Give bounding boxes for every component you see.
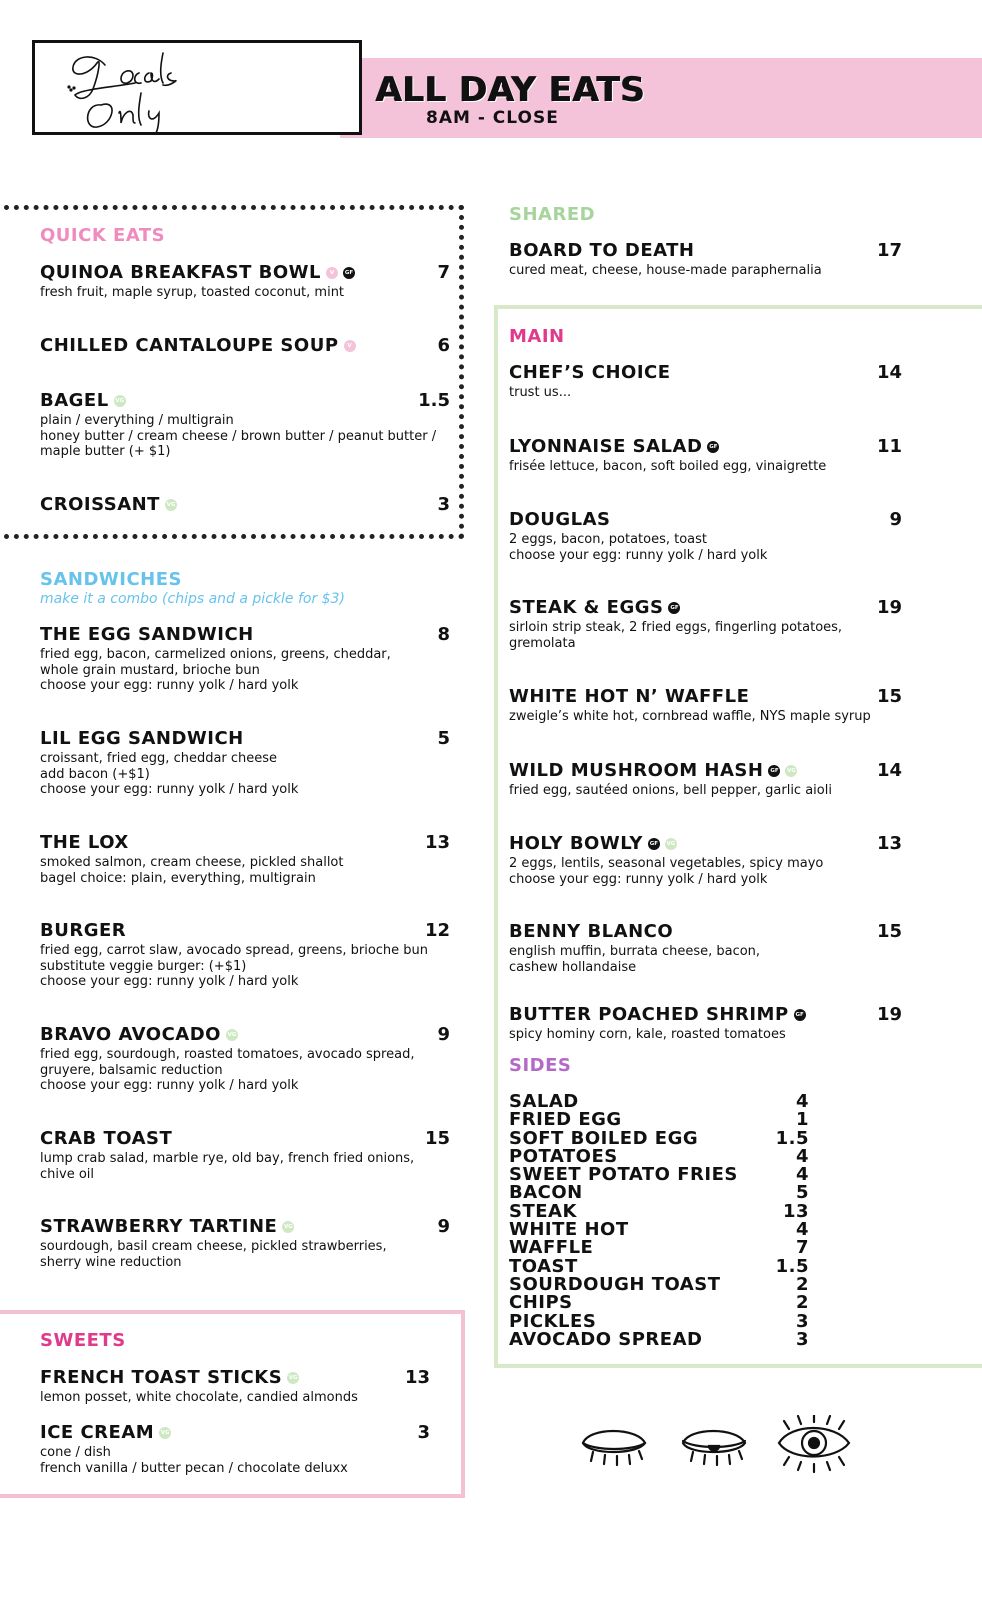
menu-item-description — [40, 1390, 430, 1406]
menu-item-name — [40, 1216, 450, 1238]
menu-item-name-text: FRENCH TOAST STICKS — [40, 1367, 283, 1388]
menu-hours: 8AM - CLOSE — [426, 108, 559, 128]
side-item-name: POTATOES — [509, 1145, 618, 1167]
description-line: honey butter / cream cheese / brown butter / peanut butter / — [40, 428, 437, 444]
menu-item-description — [40, 1445, 430, 1476]
menu-item-price: 11 — [876, 436, 902, 457]
menu-item-price: 17 — [876, 240, 902, 261]
v-badge-icon: V — [326, 267, 338, 279]
side-item-name: BACON — [509, 1182, 583, 1204]
menu-item-price: 1.5 — [418, 390, 450, 411]
menu-item-name — [40, 728, 450, 750]
gf-badge-icon: GF — [768, 765, 780, 777]
menu-item — [509, 597, 902, 651]
menu-item-name-text: THE EGG SANDWICH — [40, 624, 254, 645]
side-item-name: FRIED EGG — [509, 1109, 622, 1131]
description-line: spicy hominy corn, kale, roasted tomatoes — [509, 1027, 786, 1042]
description-line: frisée lettuce, bacon, soft boiled egg, vinaigrette — [509, 459, 827, 474]
vg-badge-icon: VG — [226, 1029, 238, 1041]
closed-eye-icon — [583, 1431, 645, 1465]
description-line: whole grain mustard, brioche bun — [40, 662, 260, 678]
menu-item — [40, 1128, 450, 1182]
side-item-price: 4 — [795, 1219, 809, 1241]
side-item-price: 4 — [795, 1164, 809, 1186]
section-title-sandwiches: SANDWICHES — [40, 569, 182, 590]
menu-item — [509, 760, 902, 799]
menu-item-name-text: LIL EGG SANDWICH — [40, 728, 244, 749]
side-item-price: 3 — [795, 1328, 809, 1350]
description-line: croissant, fried egg, cheddar cheese — [40, 751, 278, 766]
header-banner — [340, 58, 982, 138]
side-item — [509, 1111, 809, 1129]
description-line: lemon posset, white chocolate, candied almonds — [40, 1390, 358, 1405]
vg-badge-icon: VG — [165, 499, 177, 511]
description-line: fried egg, sourdough, roasted tomatoes, avocado spread, — [40, 1047, 415, 1062]
menu-item-name-text: BRAVO AVOCADO — [40, 1024, 221, 1045]
menu-item — [40, 1216, 450, 1270]
menu-item-name-text: WHITE HOT N’ WAFFLE — [509, 686, 750, 707]
description-line: cured meat, cheese, house-made paraphernalia — [509, 263, 822, 278]
description-line: sirloin strip steak, 2 fried eggs, fingerling potatoes, — [509, 620, 843, 635]
menu-item-price: 15 — [424, 1128, 450, 1149]
side-item-price: 3 — [795, 1310, 809, 1332]
menu-title: ALL DAY EATS — [376, 70, 646, 110]
menu-item-name — [40, 262, 450, 284]
gf-badge-icon: GF — [707, 441, 719, 453]
menu-item-name — [509, 921, 902, 943]
menu-item — [509, 509, 902, 563]
description-line: choose your egg: runny yolk / hard yolk — [509, 547, 768, 563]
menu-item-price: 9 — [889, 509, 902, 530]
menu-item-description — [509, 1027, 902, 1043]
side-item-name: SOFT BOILED EGG — [509, 1127, 699, 1149]
sides-list — [509, 1093, 809, 1349]
menu-item-name — [40, 1422, 430, 1444]
combo-note: make it a combo (chips and a pickle for $3) — [40, 591, 345, 607]
description-line: sourdough, basil cream cheese, pickled strawberries, — [40, 1239, 387, 1254]
side-item-price: 1 — [795, 1109, 809, 1131]
menu-item-price: 15 — [876, 686, 902, 707]
side-item-name: SWEET POTATO FRIES — [509, 1164, 738, 1186]
menu-item-name-text: CRAB TOAST — [40, 1128, 173, 1149]
side-item — [509, 1294, 809, 1312]
menu-item — [40, 262, 450, 301]
menu-item-name — [40, 832, 450, 854]
menu-item-description — [40, 1047, 450, 1094]
side-item-price: 2 — [795, 1273, 809, 1295]
menu-item — [509, 240, 902, 279]
side-item — [509, 1239, 809, 1257]
side-item — [509, 1328, 809, 1350]
menu-item-name-text: BUTTER POACHED SHRIMP — [509, 1004, 789, 1025]
description-line: fresh fruit, maple syrup, toasted coconut, mint — [40, 285, 345, 300]
menu-item-description — [509, 620, 902, 651]
description-line: cashew hollandaise — [509, 959, 637, 975]
description-line: chive oil — [40, 1166, 94, 1182]
menu-item-name — [509, 240, 902, 262]
menu-item-name — [509, 1004, 902, 1026]
side-item-price: 7 — [795, 1237, 809, 1259]
menu-item-name-text: BURGER — [40, 920, 127, 941]
description-line: plain / everything / multigrain — [40, 413, 234, 428]
menu-item-name — [509, 362, 902, 384]
menu-item-price: 7 — [437, 262, 450, 283]
gf-badge-icon: GF — [343, 267, 355, 279]
menu-item-price: 5 — [437, 728, 450, 749]
menu-item-name — [40, 624, 450, 646]
menu-item — [40, 624, 450, 694]
menu-item — [40, 1024, 450, 1094]
description-line: smoked salmon, cream cheese, pickled shallot — [40, 855, 344, 870]
vg-badge-icon: VG — [287, 1372, 299, 1384]
menu-item-name-text: CROISSANT — [40, 494, 160, 515]
half-open-eye-icon — [683, 1431, 745, 1465]
side-item-price: 1.5 — [775, 1127, 809, 1149]
section-title-quick-eats: QUICK EATS — [40, 225, 166, 246]
menu-item-description — [509, 385, 902, 401]
section-title-shared: SHARED — [509, 204, 596, 225]
menu-item-description — [509, 459, 902, 475]
side-item-name: CHIPS — [509, 1292, 573, 1314]
menu-item — [40, 832, 450, 886]
menu-item-price: 13 — [404, 1367, 430, 1388]
menu-item — [40, 1367, 430, 1406]
description-line: choose your egg: runny yolk / hard yolk — [40, 678, 299, 693]
side-item-price: 4 — [795, 1145, 809, 1167]
menu-item-price: 8 — [437, 624, 450, 645]
menu-item-name — [509, 760, 902, 782]
menu-item-description — [509, 944, 902, 975]
menu-item — [40, 335, 450, 357]
menu-item-description — [40, 1151, 450, 1182]
menu-item-price: 12 — [424, 920, 450, 941]
menu-item-price: 15 — [876, 921, 902, 942]
menu-item-name-text: BOARD TO DEATH — [509, 240, 695, 261]
menu-item-price: 19 — [876, 1004, 902, 1025]
menu-item — [40, 1422, 430, 1476]
vg-badge-icon: VG — [785, 765, 797, 777]
menu-item-price: 6 — [437, 335, 450, 356]
menu-item-description — [509, 532, 902, 563]
description-line: english muffin, burrata cheese, bacon, — [509, 944, 761, 959]
menu-item-name-text: BENNY BLANCO — [509, 921, 674, 942]
description-line: trust us... — [509, 385, 572, 400]
description-line: cone / dish — [40, 1445, 111, 1460]
side-item-name: WAFFLE — [509, 1237, 594, 1259]
menu-item-description — [40, 1239, 450, 1270]
side-item-name: TOAST — [509, 1255, 578, 1277]
menu-item-description — [40, 285, 450, 301]
side-item-name: SALAD — [509, 1091, 579, 1112]
menu-item-description — [40, 647, 450, 694]
menu-item-name — [509, 436, 902, 458]
description-line: maple butter (+ $1) — [40, 444, 171, 459]
menu-item-name-text: STEAK & EGGS — [509, 597, 664, 618]
description-line: fried egg, bacon, carmelized onions, greens, cheddar, — [40, 647, 391, 662]
side-item-name: SOURDOUGH TOAST — [509, 1273, 721, 1295]
locals-only-logo — [32, 40, 362, 135]
description-line: bagel choice: plain, everything, multigrain — [40, 870, 316, 886]
side-item-name: PICKLES — [509, 1310, 597, 1332]
side-item-name: AVOCADO SPREAD — [509, 1328, 703, 1350]
menu-item — [509, 686, 902, 725]
menu-item — [509, 1004, 902, 1043]
menu-item-description — [509, 709, 902, 725]
menu-item-name-text: BAGEL — [40, 390, 109, 411]
side-item-price: 5 — [795, 1182, 809, 1204]
menu-item-name-text: HOLY BOWLY — [509, 833, 643, 854]
menu-item-description — [509, 856, 902, 887]
menu-item-price: 9 — [437, 1024, 450, 1045]
description-line: gremolata — [509, 635, 576, 651]
menu-item-name — [509, 597, 902, 619]
description-line: fried egg, sautéed onions, bell pepper, garlic aioli — [509, 783, 832, 798]
script-logo-icon — [35, 43, 359, 132]
gf-badge-icon: GF — [794, 1009, 806, 1021]
side-item-price: 4 — [795, 1091, 809, 1112]
menu-item-name — [40, 1024, 450, 1046]
menu-item — [509, 362, 902, 401]
side-item-price: 1.5 — [775, 1255, 809, 1277]
menu-item — [40, 728, 450, 798]
menu-item-price: 13 — [876, 833, 902, 854]
menu-item-description — [509, 263, 902, 279]
footer-eyes — [575, 1415, 860, 1479]
description-line: 2 eggs, bacon, potatoes, toast — [509, 532, 708, 547]
open-eye-icon — [779, 1415, 849, 1472]
menu-item-description — [509, 783, 902, 799]
description-line: substitute veggie burger: (+$1) — [40, 958, 247, 974]
menu-item — [509, 833, 902, 887]
menu-item-name-text: CHEF’S CHOICE — [509, 362, 671, 383]
menu-item-price: 9 — [437, 1216, 450, 1237]
section-title-sweets: SWEETS — [40, 1330, 126, 1351]
menu-item-description — [40, 943, 450, 990]
description-line: lump crab salad, marble rye, old bay, french fried onions, — [40, 1151, 415, 1166]
menu-item — [40, 920, 450, 990]
menu-item-name-text: WILD MUSHROOM HASH — [509, 760, 764, 781]
vg-badge-icon: VG — [159, 1427, 171, 1439]
menu-item-price: 3 — [437, 494, 450, 515]
menu-item-price: 14 — [876, 760, 902, 781]
menu-item-description — [40, 855, 450, 886]
section-title-main: MAIN — [509, 326, 565, 347]
menu-item-name-text: QUINOA BREAKFAST BOWL — [40, 262, 321, 283]
menu-item-name-text: THE LOX — [40, 832, 129, 853]
description-line: gruyere, balsamic reduction — [40, 1062, 223, 1078]
side-item-price: 13 — [782, 1200, 809, 1222]
menu-item-name — [40, 494, 450, 516]
vg-badge-icon: VG — [665, 838, 677, 850]
description-line: choose your egg: runny yolk / hard yolk — [40, 974, 299, 989]
menu-item-name — [40, 335, 450, 357]
description-line: sherry wine reduction — [40, 1254, 182, 1270]
description-line: choose your egg: runny yolk / hard yolk — [509, 871, 768, 887]
menu-item-name — [40, 390, 450, 412]
menu-item-name — [40, 1128, 450, 1150]
description-line: choose your egg: runny yolk / hard yolk — [40, 1078, 299, 1093]
menu-item-name — [509, 833, 902, 855]
v-badge-icon: V — [344, 340, 356, 352]
menu-item-name-text: LYONNAISE SALAD — [509, 436, 703, 457]
menu-item-name — [509, 686, 902, 708]
menu-item-description — [40, 751, 450, 798]
description-line: zweigle’s white hot, cornbread waffle, NYS maple syrup — [509, 709, 871, 724]
menu-item-price: 3 — [417, 1422, 430, 1443]
menu-item-name — [40, 920, 450, 942]
menu-item-price: 14 — [876, 362, 902, 383]
section-title-sides: SIDES — [509, 1055, 572, 1076]
menu-item — [40, 390, 450, 460]
gf-badge-icon: GF — [668, 602, 680, 614]
menu-item — [509, 436, 902, 475]
quick-eats-dotted-border — [4, 205, 464, 539]
menu-item — [509, 921, 902, 975]
menu-item-name — [40, 1367, 430, 1389]
vg-badge-icon: VG — [282, 1221, 294, 1233]
description-line: choose your egg: runny yolk / hard yolk — [40, 782, 299, 797]
menu-item-name-text: STRAWBERRY TARTINE — [40, 1216, 278, 1237]
description-line: french vanilla / butter pecan / chocolate deluxx — [40, 1460, 348, 1476]
vg-badge-icon: VG — [114, 395, 126, 407]
menu-item-name-text: DOUGLAS — [509, 509, 611, 530]
menu-item-name-text: ICE CREAM — [40, 1422, 155, 1443]
menu-item-name — [509, 509, 902, 531]
side-item-price: 2 — [795, 1292, 809, 1314]
description-line: 2 eggs, lentils, seasonal vegetables, spicy mayo — [509, 856, 824, 871]
menu-item-price: 19 — [876, 597, 902, 618]
description-line: add bacon (+$1) — [40, 766, 150, 782]
side-item-name: WHITE HOT — [509, 1219, 629, 1241]
menu-item-name-text: CHILLED CANTALOUPE SOUP — [40, 335, 339, 356]
menu-item — [40, 494, 450, 516]
menu-item-description — [40, 413, 450, 460]
side-item-name: STEAK — [509, 1200, 577, 1222]
description-line: fried egg, carrot slaw, avocado spread, greens, brioche bun — [40, 943, 429, 958]
menu-item-price: 13 — [424, 832, 450, 853]
gf-badge-icon: GF — [648, 838, 660, 850]
